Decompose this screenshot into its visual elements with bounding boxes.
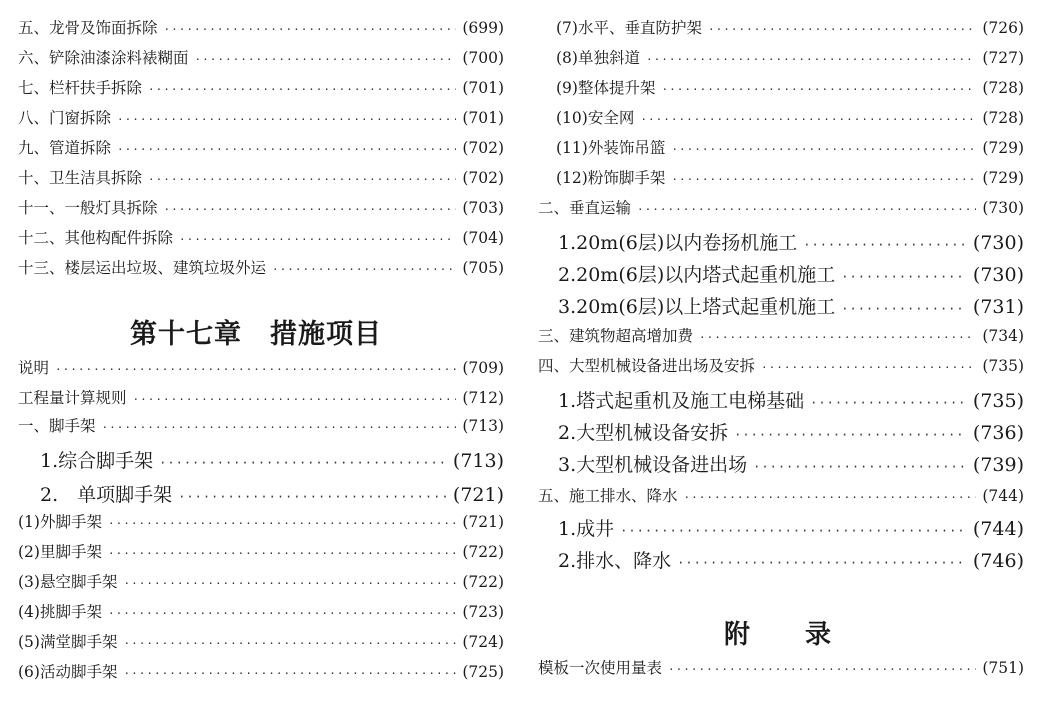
toc-entry-title: (10)安全网 bbox=[556, 109, 635, 127]
dot-leader bbox=[734, 428, 967, 442]
toc-entry-title: 2. 单项脚手架 bbox=[40, 484, 173, 506]
toc-entry-title: 1.成井 bbox=[558, 518, 615, 540]
dot-leader bbox=[159, 456, 447, 470]
toc-entry[interactable] bbox=[538, 418, 1024, 445]
toc-entry[interactable] bbox=[18, 600, 504, 622]
dot-leader bbox=[123, 667, 456, 680]
toc-entry[interactable] bbox=[18, 386, 504, 408]
toc-entry-page-number: (744) bbox=[982, 487, 1024, 505]
toc-entry[interactable] bbox=[18, 196, 504, 218]
toc-entry-title: 模板一次使用量表 bbox=[538, 659, 663, 677]
toc-entry-page-number: (721) bbox=[452, 484, 504, 506]
dot-leader bbox=[178, 490, 447, 504]
toc-entry-page-number: (701) bbox=[462, 109, 504, 127]
toc-entry-page-number: (746) bbox=[972, 550, 1024, 572]
toc-entry-page-number: (722) bbox=[462, 543, 504, 561]
toc-entry-page-number: (731) bbox=[972, 296, 1024, 318]
toc-entry[interactable] bbox=[18, 480, 504, 507]
dot-leader bbox=[133, 393, 457, 406]
toc-entry-title: (9)整体提升架 bbox=[556, 79, 656, 97]
toc-entry[interactable] bbox=[538, 292, 1024, 319]
dot-leader bbox=[646, 53, 976, 66]
toc-entry-title: (3)悬空脚手架 bbox=[18, 573, 118, 591]
toc-entry-title: (8)单独斜道 bbox=[556, 49, 640, 67]
toc-entry-page-number: (730) bbox=[982, 199, 1024, 217]
toc-entry-title: 八、门窗拆除 bbox=[18, 109, 112, 127]
dot-leader bbox=[841, 302, 967, 316]
toc-entry-title: 1.综合脚手架 bbox=[40, 450, 154, 472]
toc-entry-title: (7)水平、垂直防护架 bbox=[556, 19, 702, 37]
toc-entry-page-number: (725) bbox=[462, 663, 504, 681]
toc-entry[interactable] bbox=[18, 226, 504, 248]
toc-entry[interactable] bbox=[538, 450, 1024, 477]
dot-leader bbox=[117, 113, 456, 126]
toc-entry-title: 一、脚手架 bbox=[18, 417, 96, 435]
toc-entry-page-number: (724) bbox=[462, 633, 504, 651]
dot-leader bbox=[668, 663, 976, 676]
toc-entry-page-number: (730) bbox=[972, 264, 1024, 286]
toc-entry-title: 五、施工排水、降水 bbox=[538, 487, 678, 505]
toc-entry-title: (11)外装饰吊篮 bbox=[556, 139, 666, 157]
toc-entry[interactable] bbox=[538, 166, 1024, 188]
toc-entry[interactable] bbox=[538, 228, 1024, 255]
toc-entry[interactable] bbox=[18, 414, 504, 436]
dot-leader bbox=[803, 238, 967, 252]
toc-entry[interactable] bbox=[18, 356, 504, 378]
toc-entry-title: 十三、楼层运出垃圾、建筑垃圾外运 bbox=[18, 259, 267, 277]
dot-leader bbox=[148, 173, 456, 186]
toc-entry[interactable] bbox=[18, 166, 504, 188]
toc-entry-title: 九、管道拆除 bbox=[18, 139, 112, 157]
dot-leader bbox=[148, 83, 456, 96]
toc-entry[interactable] bbox=[538, 514, 1024, 541]
dot-leader bbox=[55, 363, 456, 376]
dot-leader bbox=[761, 361, 976, 374]
toc-entry[interactable] bbox=[18, 630, 504, 652]
dot-leader bbox=[677, 556, 967, 570]
toc-entry[interactable] bbox=[538, 46, 1024, 68]
toc-entry-page-number: (735) bbox=[982, 357, 1024, 375]
toc-entry[interactable] bbox=[18, 256, 504, 278]
toc-entry-title: (1)外脚手架 bbox=[18, 513, 102, 531]
dot-leader bbox=[620, 524, 967, 538]
toc-entry-page-number: (729) bbox=[982, 139, 1024, 157]
toc-entry-title: (2)里脚手架 bbox=[18, 543, 102, 561]
toc-entry-title: 十、卫生洁具拆除 bbox=[18, 169, 143, 187]
dot-leader bbox=[123, 637, 456, 650]
appendix-heading: 附 录 bbox=[724, 620, 833, 650]
toc-entry-title: 1.塔式起重机及施工电梯基础 bbox=[558, 390, 805, 412]
dot-leader bbox=[640, 113, 976, 126]
toc-entry-page-number: (721) bbox=[462, 513, 504, 531]
toc-entry[interactable] bbox=[18, 446, 504, 473]
toc-entry-page-number: (744) bbox=[972, 518, 1024, 540]
toc-entry-page-number: (736) bbox=[972, 422, 1024, 444]
toc-entry-title: 说明 bbox=[18, 359, 50, 377]
toc-entry-title: 四、大型机械设备进出场及安拆 bbox=[538, 357, 756, 375]
toc-entry[interactable] bbox=[18, 16, 504, 38]
toc-entry-title: 七、栏杆扶手拆除 bbox=[18, 79, 143, 97]
dot-leader bbox=[179, 233, 456, 246]
toc-entry-page-number: (729) bbox=[982, 169, 1024, 187]
toc-entry-page-number: (700) bbox=[462, 49, 504, 67]
toc-entry-page-number: (709) bbox=[462, 359, 504, 377]
toc-entry-page-number: (713) bbox=[462, 417, 504, 435]
toc-entry[interactable] bbox=[538, 324, 1024, 346]
toc-entry[interactable] bbox=[538, 656, 1024, 678]
toc-entry-page-number: (702) bbox=[462, 169, 504, 187]
toc-entry-title: 三、建筑物超高增加费 bbox=[538, 327, 694, 345]
toc-entry-title: 2.排水、降水 bbox=[558, 550, 672, 572]
dot-leader bbox=[272, 263, 456, 276]
toc-entry-page-number: (734) bbox=[982, 327, 1024, 345]
dot-leader bbox=[671, 173, 976, 186]
dot-leader bbox=[671, 143, 976, 156]
toc-entry-page-number: (727) bbox=[982, 49, 1024, 67]
dot-leader bbox=[164, 203, 457, 216]
toc-entry-page-number: (730) bbox=[972, 232, 1024, 254]
toc-entry-title: 3.20m(6层)以上塔式起重机施工 bbox=[558, 296, 836, 318]
toc-entry-page-number: (704) bbox=[462, 229, 504, 247]
toc-entry[interactable] bbox=[538, 136, 1024, 158]
toc-entry-page-number: (751) bbox=[982, 659, 1024, 677]
toc-entry-title: (12)粉饰脚手架 bbox=[556, 169, 666, 187]
toc-entry-title: (5)满堂脚手架 bbox=[18, 633, 118, 651]
toc-entry-title: 五、龙骨及饰面拆除 bbox=[18, 19, 158, 37]
toc-entry-page-number: (705) bbox=[462, 259, 504, 277]
dot-leader bbox=[841, 270, 967, 284]
dot-leader bbox=[684, 491, 977, 504]
toc-entry-page-number: (712) bbox=[462, 389, 504, 407]
dot-leader bbox=[708, 23, 976, 36]
dot-leader bbox=[753, 460, 967, 474]
dot-leader bbox=[164, 23, 457, 36]
toc-entry-title: 六、铲除油漆涂料裱糊面 bbox=[18, 49, 189, 67]
toc-entry-title: 二、垂直运输 bbox=[538, 199, 632, 217]
dot-leader bbox=[117, 143, 456, 156]
toc-entry-page-number: (723) bbox=[462, 603, 504, 621]
toc-entry-page-number: (722) bbox=[462, 573, 504, 591]
toc-entry-page-number: (735) bbox=[972, 390, 1024, 412]
dot-leader bbox=[637, 203, 976, 216]
toc-entry-title: 2.大型机械设备安拆 bbox=[558, 422, 729, 444]
toc-entry-page-number: (739) bbox=[972, 454, 1024, 476]
toc-entry-page-number: (726) bbox=[982, 19, 1024, 37]
toc-entry-title: 十二、其他构配件拆除 bbox=[18, 229, 174, 247]
toc-entry[interactable] bbox=[18, 510, 504, 532]
dot-leader bbox=[195, 53, 457, 66]
toc-entry[interactable] bbox=[18, 570, 504, 592]
dot-leader bbox=[699, 331, 976, 344]
toc-entry[interactable] bbox=[538, 546, 1024, 573]
dot-leader bbox=[108, 607, 456, 620]
dot-leader bbox=[108, 517, 456, 530]
dot-leader bbox=[102, 421, 457, 434]
toc-entry-title: (4)挑脚手架 bbox=[18, 603, 102, 621]
toc-entry-page-number: (728) bbox=[982, 79, 1024, 97]
toc-entry[interactable] bbox=[18, 660, 504, 682]
toc-entry-page-number: (703) bbox=[462, 199, 504, 217]
toc-entry[interactable] bbox=[538, 106, 1024, 128]
dot-leader bbox=[810, 396, 967, 410]
toc-entry[interactable] bbox=[538, 260, 1024, 287]
toc-entry[interactable] bbox=[18, 106, 504, 128]
toc-entry[interactable] bbox=[538, 386, 1024, 413]
toc-entry-title: 1.20m(6层)以内卷扬机施工 bbox=[558, 232, 798, 254]
toc-entry-page-number: (699) bbox=[462, 19, 504, 37]
chapter-17-heading: 第十七章 措施项目 bbox=[130, 319, 382, 350]
toc-entry-title: 2.20m(6层)以内塔式起重机施工 bbox=[558, 264, 836, 286]
dot-leader bbox=[661, 83, 976, 96]
dot-leader bbox=[108, 547, 456, 560]
toc-entry[interactable] bbox=[538, 354, 1024, 376]
toc-entry-title: 工程量计算规则 bbox=[18, 389, 127, 407]
toc-entry[interactable] bbox=[18, 46, 504, 68]
toc-entry[interactable] bbox=[18, 540, 504, 562]
toc-entry-title: 十一、一般灯具拆除 bbox=[18, 199, 158, 217]
toc-entry[interactable] bbox=[18, 76, 504, 98]
toc-entry-title: (6)活动脚手架 bbox=[18, 663, 118, 681]
toc-entry-page-number: (702) bbox=[462, 139, 504, 157]
toc-entry[interactable] bbox=[538, 196, 1024, 218]
toc-entry-page-number: (713) bbox=[452, 450, 504, 472]
toc-entry[interactable] bbox=[18, 136, 504, 158]
toc-entry[interactable] bbox=[538, 16, 1024, 38]
toc-entry-page-number: (701) bbox=[462, 79, 504, 97]
dot-leader bbox=[123, 577, 456, 590]
toc-entry[interactable] bbox=[538, 76, 1024, 98]
toc-entry-title: 3.大型机械设备进出场 bbox=[558, 454, 748, 476]
toc-entry-page-number: (728) bbox=[982, 109, 1024, 127]
toc-entry[interactable] bbox=[538, 484, 1024, 506]
